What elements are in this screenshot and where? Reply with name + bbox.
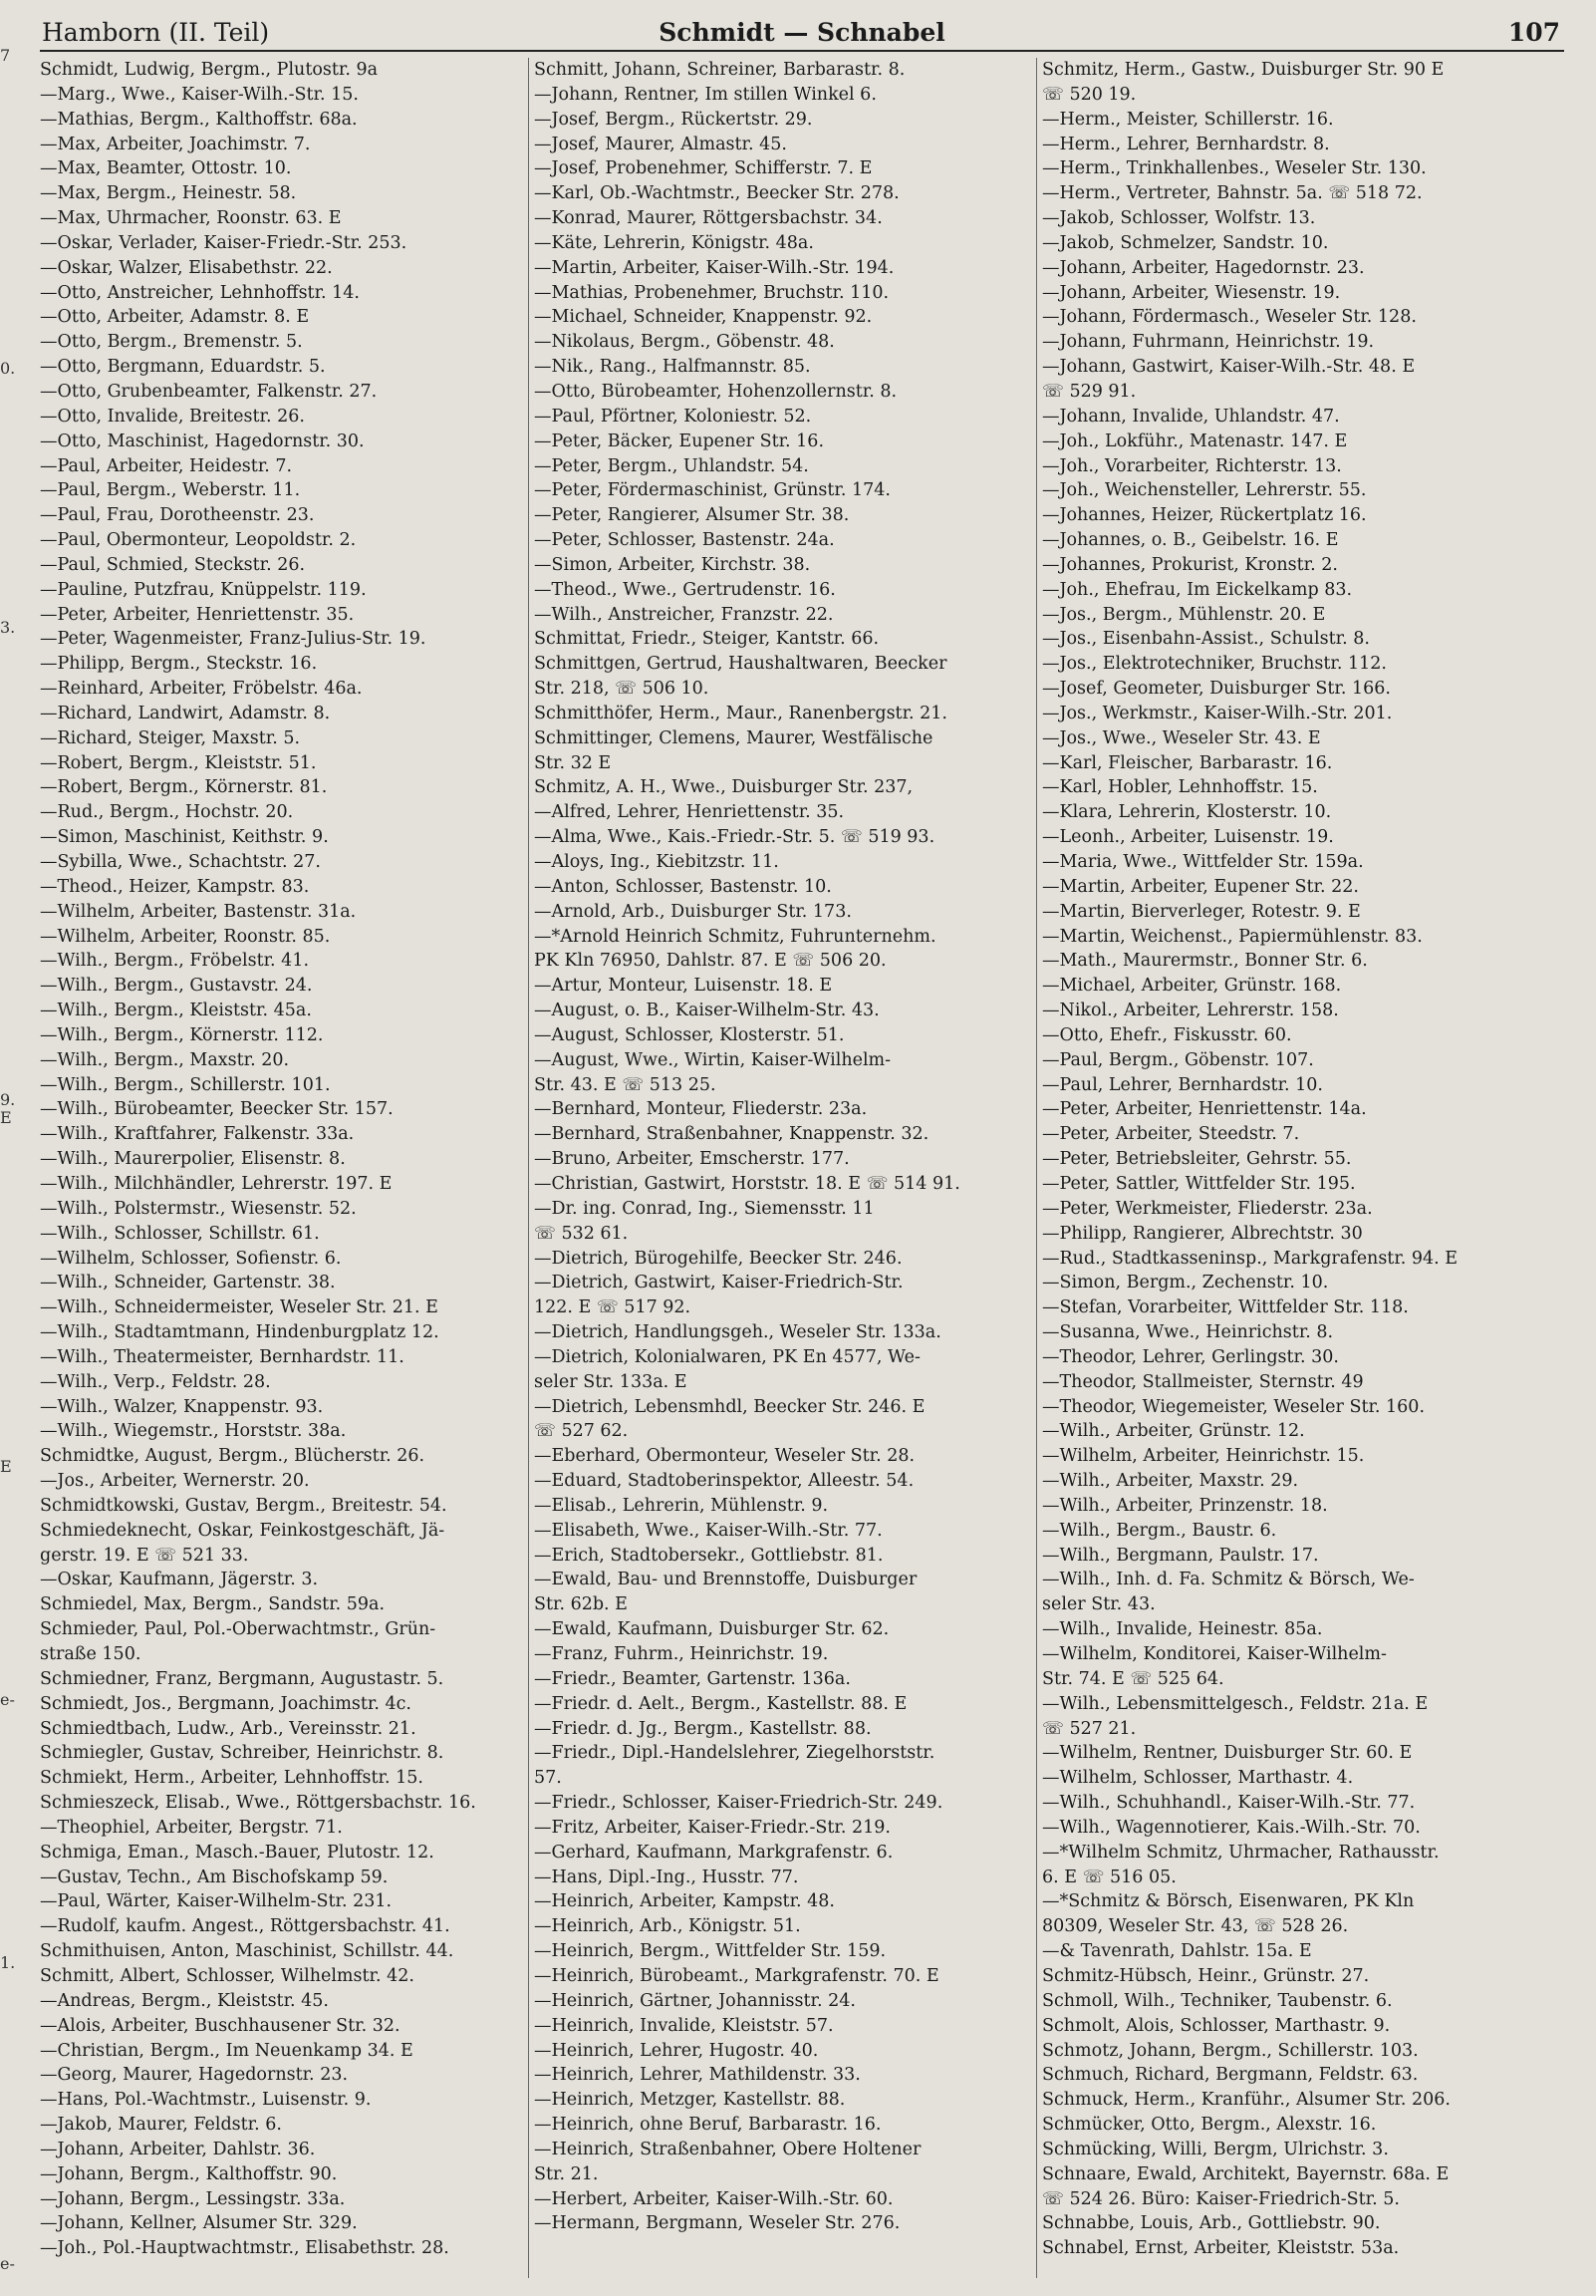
directory-entry: —Wilh., Bergm., Maxstr. 20. xyxy=(40,1049,290,1070)
directory-entry: Str. 62b. E xyxy=(534,1594,628,1615)
directory-entry: Schmuch, Richard, Bergmann, Feldstr. 63. xyxy=(1042,2065,1419,2086)
directory-entry: —Josef, Bergm., Rückertstr. 29. xyxy=(534,109,813,130)
directory-entry: —Heinrich, Metzger, Kastellstr. 88. xyxy=(534,2090,846,2111)
directory-entry: —Heinrich, Bergm., Wittfelder Str. 159. xyxy=(534,1941,887,1962)
directory-entry: Str. 32 E xyxy=(534,752,612,773)
directory-entry: —& Tavenrath, Dahlstr. 15a. E xyxy=(1042,1941,1312,1962)
directory-entry: —Otto, Maschinist, Hagedornstr. 30. xyxy=(40,430,365,451)
directory-entry: —Wilh., Bergmann, Paulstr. 17. xyxy=(1042,1545,1319,1566)
directory-entry: —Johann, Fördermasch., Weseler Str. 128. xyxy=(1042,307,1417,328)
directory-entry: —Wilh., Bergm., Gustavstr. 24. xyxy=(40,976,313,997)
directory-entry: —Heinrich, Arb., Königstr. 51. xyxy=(534,1916,801,1937)
directory-entry: —Jos., Arbeiter, Wernerstr. 20. xyxy=(40,1471,310,1492)
directory-entry: —Gerhard, Kaufmann, Markgrafenstr. 6. xyxy=(534,1842,894,1863)
directory-entry: —Johann, Arbeiter, Dahlstr. 36. xyxy=(40,2139,316,2159)
directory-entry: Schmolt, Alois, Schlosser, Marthastr. 9. xyxy=(1042,2015,1391,2036)
directory-entry: —Herm., Trinkhallenbes., Weseler Str. 130. xyxy=(1042,158,1427,179)
directory-entry: Str. 43. E ☏ 513 25. xyxy=(534,1074,716,1095)
header-name-range: Schmidt — Schnabel xyxy=(659,18,945,47)
directory-entry: Schmiedeknecht, Oskar, Feinkostgeschäft, Jä- xyxy=(40,1520,445,1541)
directory-entry: Schnaare, Ewald, Architekt, Bayernstr. 68a. E xyxy=(1042,2163,1450,2184)
directory-entry: Schmittat, Friedr., Steiger, Kantstr. 66. xyxy=(534,629,880,650)
directory-entry: —Johannes, o. B., Geibelstr. 16. E xyxy=(1042,530,1339,551)
directory-entry: —Erich, Stadtobersekr., Gottliebstr. 81. xyxy=(534,1545,884,1566)
directory-entry: Schmiekt, Herm., Arbeiter, Lehnhoffstr. 15. xyxy=(40,1768,423,1789)
directory-entry: Schmuck, Herm., Kranführ., Alsumer Str. 206. xyxy=(1042,2090,1451,2111)
directory-entry: —Herm., Vertreter, Bahnstr. 5a. ☏ 518 72. xyxy=(1042,183,1423,204)
directory-entry: —Anton, Schlosser, Bastenstr. 10. xyxy=(534,876,832,897)
directory-entry: —Wilhelm, Schlosser, Sofienstr. 6. xyxy=(40,1248,342,1269)
directory-entry: —Dietrich, Lebensmhdl, Beecker Str. 246. E xyxy=(534,1396,926,1417)
directory-entry: Schmiedtbach, Ludw., Arb., Vereinsstr. 21. xyxy=(40,1718,416,1739)
directory-entry: —Konrad, Maurer, Röttgersbachstr. 34. xyxy=(534,208,883,229)
directory-entry: —Wilhelm, Rentner, Duisburger Str. 60. E xyxy=(1042,1743,1413,1764)
directory-entry: ☏ 527 62. xyxy=(534,1421,629,1442)
directory-entry: —Paul, Arbeiter, Heidestr. 7. xyxy=(40,455,293,476)
directory-entry: —Heinrich, Invalide, Kleiststr. 57. xyxy=(534,2015,834,2036)
directory-entry: Schmidtke, August, Bergm., Blücherstr. 26. xyxy=(40,1446,425,1467)
directory-entry: —Johannes, Heizer, Rückertplatz 16. xyxy=(1042,505,1367,526)
directory-entry: —Peter, Arbeiter, Henriettenstr. 35. xyxy=(40,604,355,625)
directory-entry: —Jos., Elektrotechniker, Bruchstr. 112. xyxy=(1042,654,1387,675)
directory-entry: —Herm., Meister, Schillerstr. 16. xyxy=(1042,109,1334,130)
directory-entry: —Peter, Rangierer, Alsumer Str. 38. xyxy=(534,505,850,526)
directory-entry: —Peter, Betriebsleiter, Gehrstr. 55. xyxy=(1042,1149,1352,1170)
directory-entry: —Heinrich, Gärtner, Johannisstr. 24. xyxy=(534,1990,856,2011)
directory-entry: —Wilh., Walzer, Knappenstr. 93. xyxy=(40,1396,324,1417)
directory-entry: —Oskar, Walzer, Elisabethstr. 22. xyxy=(40,257,333,278)
directory-entry: —Elisabeth, Wwe., Kaiser-Wilh.-Str. 77. xyxy=(534,1520,883,1541)
margin-mark: 0. xyxy=(0,359,16,378)
directory-entry: —Peter, Werkmeister, Fliederstr. 23a. xyxy=(1042,1198,1373,1219)
page-number: 107 xyxy=(1507,18,1560,47)
directory-entry: —August, o. B., Kaiser-Wilhelm-Str. 43. xyxy=(534,1001,880,1021)
directory-entry: —Oskar, Verlader, Kaiser-Friedr.-Str. 253. xyxy=(40,232,407,253)
directory-entry: —Philipp, Bergm., Steckstr. 16. xyxy=(40,654,318,675)
directory-entry: —Wilh., Theatermeister, Bernhardstr. 11. xyxy=(40,1346,404,1367)
directory-entry: Schmittgen, Gertrud, Haushaltwaren, Beecker xyxy=(534,654,947,675)
directory-entry: —Peter, Arbeiter, Steedstr. 7. xyxy=(1042,1124,1300,1145)
directory-entry: —Friedr., Schlosser, Kaiser-Friedrich-Str. 249. xyxy=(534,1793,943,1814)
directory-entry: 122. E ☏ 517 92. xyxy=(534,1297,691,1318)
directory-entry: —Herbert, Arbeiter, Kaiser-Wilh.-Str. 60. xyxy=(534,2188,894,2209)
directory-entry: —Johannes, Prokurist, Kronstr. 2. xyxy=(1042,554,1338,575)
directory-entry: —Otto, Bürobeamter, Hohenzollernstr. 8. xyxy=(534,381,898,402)
directory-entry: —Maria, Wwe., Wittfelder Str. 159a. xyxy=(1042,852,1364,872)
directory-entry: Schmitz, Herm., Gastw., Duisburger Str. 90 E xyxy=(1042,60,1445,80)
directory-entry: —Martin, Arbeiter, Kaiser-Wilh.-Str. 194. xyxy=(534,257,895,278)
directory-entry: —Herm., Lehrer, Bernhardstr. 8. xyxy=(1042,134,1330,154)
directory-entry: —Rud., Bergm., Hochstr. 20. xyxy=(40,802,294,823)
directory-entry: —Martin, Bierverleger, Rotestr. 9. E xyxy=(1042,901,1361,922)
directory-entry: —Paul, Pförtner, Koloniestr. 52. xyxy=(534,406,812,427)
directory-entry: —Heinrich, Arbeiter, Kampstr. 48. xyxy=(534,1891,835,1912)
directory-entry: —Josef, Geometer, Duisburger Str. 166. xyxy=(1042,679,1391,700)
directory-entry: —Franz, Fuhrm., Heinrichstr. 19. xyxy=(534,1644,829,1664)
directory-entry: —Peter, Bäcker, Eupener Str. 16. xyxy=(534,430,825,451)
directory-entry: —Wilhelm, Arbeiter, Roonstr. 85. xyxy=(40,926,331,947)
directory-entry: —Otto, Ehefr., Fiskusstr. 60. xyxy=(1042,1024,1292,1045)
directory-entry: —Marg., Wwe., Kaiser-Wilh.-Str. 15. xyxy=(40,84,359,105)
margin-mark: E xyxy=(0,1108,12,1127)
directory-entry: —Jakob, Schmelzer, Sandstr. 10. xyxy=(1042,232,1329,253)
directory-column-3 xyxy=(1042,58,1586,2261)
directory-entry: Schnabbe, Louis, Arb., Gottliebstr. 90. xyxy=(1042,2213,1381,2234)
directory-entry: —Fritz, Arbeiter, Kaiser-Friedr.-Str. 219. xyxy=(534,1817,891,1838)
directory-entry: —Wilh., Bürobeamter, Beecker Str. 157. xyxy=(40,1099,394,1120)
directory-entry: —Gustav, Techn., Am Bischofskamp 59. xyxy=(40,1866,389,1887)
directory-entry: —Wilh., Bergm., Fröbelstr. 41. xyxy=(40,951,310,972)
directory-entry: Schmiegler, Gustav, Schreiber, Heinrichstr. 8. xyxy=(40,1743,444,1764)
directory-entry: —Bernhard, Straßenbahner, Knappenstr. 32. xyxy=(534,1124,930,1145)
directory-entry: —Jakob, Maurer, Feldstr. 6. xyxy=(40,2115,282,2136)
directory-entry: —Rudolf, kaufm. Angest., Röttgersbachstr. 41. xyxy=(40,1916,450,1937)
column-divider xyxy=(528,58,529,2278)
directory-entry: —Wilh., Schneider, Gartenstr. 38. xyxy=(40,1273,336,1293)
directory-entry: —Pauline, Putzfrau, Knüppelstr. 119. xyxy=(40,579,367,600)
directory-entry: —Wilh., Anstreicher, Franzstr. 22. xyxy=(534,604,834,625)
directory-entry: —Wilh., Maurerpolier, Elisenstr. 8. xyxy=(40,1149,346,1170)
directory-entry: —Wilh., Bergm., Kleiststr. 45a. xyxy=(40,1001,312,1021)
directory-entry: —Peter, Bergm., Uhlandstr. 54. xyxy=(534,455,809,476)
directory-entry: —Joh., Weichensteller, Lehrerstr. 55. xyxy=(1042,480,1367,501)
directory-entry: —Christian, Gastwirt, Horststr. 18. E ☏ 514 91. xyxy=(534,1173,960,1194)
directory-entry: —Robert, Bergm., Körnerstr. 81. xyxy=(40,777,328,798)
directory-entry: —Johann, Bergm., Kalthoffstr. 90. xyxy=(40,2163,338,2184)
directory-entry: —Georg, Maurer, Hagedornstr. 23. xyxy=(40,2065,349,2086)
directory-entry: —Leonh., Arbeiter, Luisenstr. 19. xyxy=(1042,827,1334,848)
directory-entry: —Max, Beamter, Ottostr. 10. xyxy=(40,158,292,179)
directory-entry: Schmidt, Ludwig, Bergm., Plutostr. 9a xyxy=(40,60,379,80)
directory-entry: Schmitz-Hübsch, Heinr., Grünstr. 27. xyxy=(1042,1965,1370,1986)
directory-entry: —Wilh., Kraftfahrer, Falkenstr. 33a. xyxy=(40,1124,355,1145)
directory-entry: —Richard, Steiger, Maxstr. 5. xyxy=(40,727,301,748)
directory-entry: —Wilh., Schlosser, Schillstr. 61. xyxy=(40,1223,320,1244)
directory-entry: —Ewald, Kaufmann, Duisburger Str. 62. xyxy=(534,1619,890,1640)
directory-entry: seler Str. 43. xyxy=(1042,1594,1156,1615)
directory-entry: Schmieszeck, Elisab., Wwe., Röttgersbachstr. 16. xyxy=(40,1793,476,1814)
directory-column-2 xyxy=(534,58,1038,2236)
directory-entry: —Wilhelm, Konditorei, Kaiser-Wilhelm- xyxy=(1042,1644,1387,1664)
directory-entry: —Michael, Schneider, Knappenstr. 92. xyxy=(534,307,873,328)
directory-entry: —Wilh., Stadtamtmann, Hindenburgplatz 12. xyxy=(40,1322,439,1343)
directory-entry: —Friedr. d. Aelt., Bergm., Kastellstr. 88. E xyxy=(534,1693,908,1714)
directory-entry: Schnabel, Ernst, Arbeiter, Kleiststr. 53a. xyxy=(1042,2238,1400,2259)
directory-entry: —Jakob, Schlosser, Wolfstr. 13. xyxy=(1042,208,1316,229)
directory-entry: —Paul, Bergm., Weberstr. 11. xyxy=(40,480,301,501)
directory-entry: —Johann, Arbeiter, Hagedornstr. 23. xyxy=(1042,257,1365,278)
directory-entry: —Simon, Arbeiter, Kirchstr. 38. xyxy=(534,554,811,575)
directory-entry: —Hermann, Bergmann, Weseler Str. 276. xyxy=(534,2213,901,2234)
directory-entry: —Paul, Obermonteur, Leopoldstr. 2. xyxy=(40,530,357,551)
directory-entry: —Mathias, Bergm., Kalthoffstr. 68a. xyxy=(40,109,358,130)
directory-entry: —Karl, Hobler, Lehnhoffstr. 15. xyxy=(1042,777,1318,798)
directory-entry: —Dietrich, Kolonialwaren, PK En 4577, We- xyxy=(534,1346,921,1367)
directory-entry: —Heinrich, Lehrer, Hugostr. 40. xyxy=(534,2040,819,2061)
directory-entry: —Richard, Landwirt, Adamstr. 8. xyxy=(40,703,331,723)
directory-entry: —Otto, Grubenbeamter, Falkenstr. 27. xyxy=(40,381,378,402)
directory-entry: —Elisab., Lehrerin, Mühlenstr. 9. xyxy=(534,1495,829,1516)
directory-entry: —Wilhelm, Schlosser, Marthastr. 4. xyxy=(1042,1768,1354,1789)
directory-entry: —Wilh., Schuhhandl., Kaiser-Wilh.-Str. 77. xyxy=(1042,1793,1416,1814)
directory-entry: —Josef, Probenehmer, Schifferstr. 7. E xyxy=(534,158,873,179)
directory-entry: —Andreas, Bergm., Kleiststr. 45. xyxy=(40,1990,329,2011)
directory-entry: ☏ 529 91. xyxy=(1042,381,1137,402)
directory-entry: —Wilh., Milchhändler, Lehrerstr. 197. E xyxy=(40,1173,393,1194)
directory-entry: Schmücker, Otto, Bergm., Alexstr. 16. xyxy=(1042,2115,1377,2136)
directory-entry: Str. 74. E ☏ 525 64. xyxy=(1042,1668,1224,1689)
directory-entry: —*Schmitz & Börsch, Eisenwaren, PK Kln xyxy=(1042,1891,1415,1912)
directory-entry: —Wilh., Arbeiter, Prinzenstr. 18. xyxy=(1042,1495,1328,1516)
directory-entry: —Eduard, Stadtoberinspektor, Alleestr. 54. xyxy=(534,1471,915,1492)
directory-entry: —Mathias, Probenehmer, Bruchstr. 110. xyxy=(534,282,890,303)
margin-mark: 9. xyxy=(0,1090,16,1109)
directory-entry: —Nikol., Arbeiter, Lehrerstr. 158. xyxy=(1042,1001,1339,1021)
directory-entry: Str. 218, ☏ 506 10. xyxy=(534,679,709,700)
directory-entry: —Johann, Kellner, Alsumer Str. 329. xyxy=(40,2213,358,2234)
directory-entry: —Max, Uhrmacher, Roonstr. 63. E xyxy=(40,208,342,229)
directory-entry: —Wilh., Polstermstr., Wiesenstr. 52. xyxy=(40,1198,357,1219)
directory-entry: —Wilh., Arbeiter, Grünstr. 12. xyxy=(1042,1421,1305,1442)
directory-entry: Schmitz, A. H., Wwe., Duisburger Str. 237, xyxy=(534,777,914,798)
directory-entry: —Paul, Bergm., Göbenstr. 107. xyxy=(1042,1049,1314,1070)
directory-entry: —August, Wwe., Wirtin, Kaiser-Wilhelm- xyxy=(534,1049,892,1070)
directory-entry: —Paul, Wärter, Kaiser-Wilhelm-Str. 231. xyxy=(40,1891,393,1912)
directory-entry: —Oskar, Kaufmann, Jägerstr. 3. xyxy=(40,1570,319,1590)
directory-entry: ☏ 527 21. xyxy=(1042,1718,1137,1739)
directory-entry: —Jos., Eisenbahn-Assist., Schulstr. 8. xyxy=(1042,629,1370,650)
directory-entry: —Wilh., Wagennotierer, Kais.-Wilh.-Str. 70. xyxy=(1042,1817,1421,1838)
directory-entry: —Johann, Fuhrmann, Heinrichstr. 19. xyxy=(1042,332,1375,353)
header-section-title: Hamborn (II. Teil) xyxy=(42,18,270,47)
directory-entry: —Paul, Lehrer, Bernhardstr. 10. xyxy=(1042,1074,1323,1095)
directory-entry: Schmiedner, Franz, Bergmann, Augustastr. 5. xyxy=(40,1668,444,1689)
directory-entry: 6. E ☏ 516 05. xyxy=(1042,1866,1177,1887)
directory-entry: —Peter, Arbeiter, Henriettenstr. 14a. xyxy=(1042,1099,1367,1120)
directory-entry: —Dietrich, Bürogehilfe, Beecker Str. 246. xyxy=(534,1248,903,1269)
directory-entry: —Wilh., Schneidermeister, Weseler Str. 21. E xyxy=(40,1297,438,1318)
directory-entry: —Heinrich, Lehrer, Mathildenstr. 33. xyxy=(534,2065,861,2086)
directory-entry: —Simon, Bergm., Zechenstr. 10. xyxy=(1042,1273,1329,1293)
directory-entry: —Otto, Bergm., Bremenstr. 5. xyxy=(40,332,303,353)
directory-entry: —Theod., Heizer, Kampstr. 83. xyxy=(40,876,310,897)
directory-entry: —Martin, Weichenst., Papiermühlenstr. 83. xyxy=(1042,926,1423,947)
directory-entry: —Bernhard, Monteur, Fliederstr. 23a. xyxy=(534,1099,868,1120)
directory-entry: —Bruno, Arbeiter, Emscherstr. 177. xyxy=(534,1149,850,1170)
directory-entry: —Theodor, Stallmeister, Sternstr. 49 xyxy=(1042,1371,1364,1392)
directory-entry: —Christian, Bergm., Im Neuenkamp 34. E xyxy=(40,2040,413,2061)
directory-entry: —Peter, Wagenmeister, Franz-Julius-Str. 19. xyxy=(40,629,426,650)
directory-entry: —Karl, Ob.-Wachtmstr., Beecker Str. 278. xyxy=(534,183,900,204)
directory-entry: —Dietrich, Handlungsgeh., Weseler Str. 133a. xyxy=(534,1322,941,1343)
directory-entry: —Hans, Dipl.-Ing., Husstr. 77. xyxy=(534,1866,799,1887)
directory-entry: —Reinhard, Arbeiter, Fröbelstr. 46a. xyxy=(40,679,363,700)
directory-entry: —Paul, Schmied, Steckstr. 26. xyxy=(40,554,306,575)
directory-entry: —Math., Maurermstr., Bonner Str. 6. xyxy=(1042,951,1368,972)
directory-entry: —Martin, Arbeiter, Eupener Str. 22. xyxy=(1042,876,1359,897)
directory-entry: —Friedr., Dipl.-Handelslehrer, Ziegelhorststr. xyxy=(534,1743,935,1764)
directory-entry: —Heinrich, Straßenbahner, Obere Holtener xyxy=(534,2139,922,2159)
directory-entry: —Otto, Arbeiter, Adamstr. 8. E xyxy=(40,307,310,328)
directory-entry: —Alfred, Lehrer, Henriettenstr. 35. xyxy=(534,802,845,823)
directory-entry: 57. xyxy=(534,1768,562,1789)
directory-entry: Str. 21. xyxy=(534,2163,599,2184)
directory-entry: —Jos., Bergm., Mühlenstr. 20. E xyxy=(1042,604,1326,625)
directory-entry: —Theophiel, Arbeiter, Bergstr. 71. xyxy=(40,1817,343,1838)
directory-entry: —Nik., Rang., Halfmannstr. 85. xyxy=(534,357,811,378)
directory-entry: —Aloys, Ing., Kiebitzstr. 11. xyxy=(534,852,779,872)
directory-entry: —Joh., Vorarbeiter, Richterstr. 13. xyxy=(1042,455,1342,476)
directory-entry: —Johann, Bergm., Lessingstr. 33a. xyxy=(40,2188,346,2209)
directory-entry: PK Kln 76950, Dahlstr. 87. E ☏ 506 20. xyxy=(534,951,887,972)
directory-entry: —Wilhelm, Arbeiter, Heinrichstr. 15. xyxy=(1042,1446,1365,1467)
directory-entry: —Ewald, Bau- und Brennstoffe, Duisburger xyxy=(534,1570,918,1590)
directory-entry: —Wilh., Bergm., Körnerstr. 112. xyxy=(40,1024,324,1045)
directory-entry: Schmiedt, Jos., Bergmann, Joachimstr. 4c. xyxy=(40,1693,411,1714)
directory-entry: —Jos., Wwe., Weseler Str. 43. E xyxy=(1042,727,1321,748)
directory-entry: ☏ 524 26. Büro: Kaiser-Friedrich-Str. 5. xyxy=(1042,2188,1400,2209)
directory-entry: —Susanna, Wwe., Heinrichstr. 8. xyxy=(1042,1322,1334,1343)
directory-entry: Schmidtkowski, Gustav, Bergm., Breitestr. 54. xyxy=(40,1495,447,1516)
directory-entry: 80309, Weseler Str. 43, ☏ 528 26. xyxy=(1042,1916,1349,1937)
directory-entry: —Otto, Anstreicher, Lehnhoffstr. 14. xyxy=(40,282,360,303)
directory-entry: —Wilh., Arbeiter, Maxstr. 29. xyxy=(1042,1471,1299,1492)
directory-entry: —Peter, Sattler, Wittfelder Str. 195. xyxy=(1042,1173,1356,1194)
directory-entry: —Theod., Wwe., Gertrudenstr. 16. xyxy=(534,579,836,600)
directory-entry: —Wilh., Lebensmittelgesch., Feldstr. 21a. E xyxy=(1042,1693,1429,1714)
directory-entry: —Peter, Schlosser, Bastenstr. 24a. xyxy=(534,530,835,551)
directory-entry: —Johann, Arbeiter, Wiesenstr. 19. xyxy=(1042,282,1341,303)
directory-entry: —Joh., Pol.-Hauptwachtmstr., Elisabethstr. 28. xyxy=(40,2238,449,2259)
directory-entry: —Max, Bergm., Heinestr. 58. xyxy=(40,183,297,204)
directory-entry: —Johann, Gastwirt, Kaiser-Wilh.-Str. 48. E xyxy=(1042,357,1416,378)
margin-mark: 7 xyxy=(0,46,11,65)
directory-entry: —Käte, Lehrerin, Königstr. 48a. xyxy=(534,232,814,253)
directory-entry: —Wilh., Bergm., Baustr. 6. xyxy=(1042,1520,1277,1541)
directory-entry: —Dr. ing. Conrad, Ing., Siemensstr. 11 xyxy=(534,1198,875,1219)
directory-entry: Schmitthöfer, Herm., Maur., Ranenbergstr. 21. xyxy=(534,703,947,723)
margin-mark: e- xyxy=(0,2254,15,2273)
directory-entry: —Wilh., Bergm., Schillerstr. 101. xyxy=(40,1074,331,1095)
directory-entry: —Otto, Bergmann, Eduardstr. 5. xyxy=(40,357,326,378)
directory-entry: —Friedr., Beamter, Gartenstr. 136a. xyxy=(534,1668,851,1689)
directory-entry: —Philipp, Rangierer, Albrechtstr. 30 xyxy=(1042,1223,1363,1244)
directory-entry: —Michael, Arbeiter, Grünstr. 168. xyxy=(1042,976,1342,997)
margin-mark: 3. xyxy=(0,618,16,637)
directory-entry: —Friedr. d. Jg., Bergm., Kastellstr. 88. xyxy=(534,1718,872,1739)
directory-entry: —Johann, Invalide, Uhlandstr. 47. xyxy=(1042,406,1340,427)
directory-entry: Schmücking, Willi, Bergm, Ulrichstr. 3. xyxy=(1042,2139,1389,2159)
directory-column-1 xyxy=(40,58,524,2261)
directory-entry: Schmotz, Johann, Bergm., Schillerstr. 103. xyxy=(1042,2040,1419,2061)
directory-entry: —Robert, Bergm., Kleiststr. 51. xyxy=(40,752,317,773)
directory-entry: —Jos., Werkmstr., Kaiser-Wilh.-Str. 201. xyxy=(1042,703,1393,723)
directory-entry: —Alois, Arbeiter, Buschhausener Str. 32. xyxy=(40,2015,400,2036)
directory-entry: —Joh., Ehefrau, Im Eickelkamp 83. xyxy=(1042,579,1353,600)
directory-entry: —*Wilhelm Schmitz, Uhrmacher, Rathausstr. xyxy=(1042,1842,1440,1863)
directory-entry: Schmoll, Wilh., Techniker, Taubenstr. 6. xyxy=(1042,1990,1393,2011)
directory-entry: —Dietrich, Gastwirt, Kaiser-Friedrich-Str. xyxy=(534,1273,904,1293)
margin-mark: e- xyxy=(0,1690,15,1709)
directory-entry: —Johann, Rentner, Im stillen Winkel 6. xyxy=(534,84,877,105)
directory-entry: —Max, Arbeiter, Joachimstr. 7. xyxy=(40,134,311,154)
directory-entry: —Nikolaus, Bergm., Göbenstr. 48. xyxy=(534,332,835,353)
margin-mark: E xyxy=(0,1457,12,1476)
directory-entry: Schmiga, Eman., Masch.-Bauer, Plutostr. 12. xyxy=(40,1842,434,1863)
directory-entry: seler Str. 133a. E xyxy=(534,1371,687,1392)
directory-entry: —Joh., Lokführ., Matenastr. 147. E xyxy=(1042,430,1348,451)
directory-entry: —Theodor, Wiegemeister, Weseler Str. 160. xyxy=(1042,1396,1426,1417)
directory-entry: —Arnold, Arb., Duisburger Str. 173. xyxy=(534,901,852,922)
directory-entry: —Josef, Maurer, Almastr. 45. xyxy=(534,134,787,154)
directory-entry: —Eberhard, Obermonteur, Weseler Str. 28. xyxy=(534,1446,916,1467)
directory-entry: Schmittinger, Clemens, Maurer, Westfälische xyxy=(534,727,933,748)
directory-entry: —Stefan, Vorarbeiter, Wittfelder Str. 118. xyxy=(1042,1297,1409,1318)
directory-entry: Schmithuisen, Anton, Maschinist, Schillstr. 44. xyxy=(40,1941,454,1962)
directory-entry: —Heinrich, Bürobeamt., Markgrafenstr. 70. E xyxy=(534,1965,939,1986)
directory-entry: straße 150. xyxy=(40,1644,141,1664)
directory-entry: —Klara, Lehrerin, Klosterstr. 10. xyxy=(1042,802,1332,823)
directory-entry: —Hans, Pol.-Wachtmstr., Luisenstr. 9. xyxy=(40,2090,372,2111)
page-header xyxy=(40,10,1564,52)
directory-entry: ☏ 532 61. xyxy=(534,1223,629,1244)
directory-entry: —Otto, Invalide, Breitestr. 26. xyxy=(40,406,305,427)
directory-entry: —Paul, Frau, Dorotheenstr. 23. xyxy=(40,505,315,526)
directory-entry: ☏ 520 19. xyxy=(1042,84,1137,105)
directory-entry: Schmitt, Albert, Schlosser, Wilhelmstr. 42. xyxy=(40,1965,414,1986)
directory-entry: —Rud., Stadtkasseninsp., Markgrafenstr. 94. E xyxy=(1042,1248,1459,1269)
directory-entry: gerstr. 19. E ☏ 521 33. xyxy=(40,1545,249,1566)
margin-mark: 1. xyxy=(0,1953,16,1972)
directory-entry: —Sybilla, Wwe., Schachtstr. 27. xyxy=(40,852,321,872)
directory-entry: —August, Schlosser, Klosterstr. 51. xyxy=(534,1024,845,1045)
directory-entry: —Karl, Fleischer, Barbarastr. 16. xyxy=(1042,752,1333,773)
directory-entry: —Wilh., Wiegemstr., Horststr. 38a. xyxy=(40,1421,347,1442)
directory-entry: —*Arnold Heinrich Schmitz, Fuhrunternehm. xyxy=(534,926,936,947)
directory-entry: Schmiedel, Max, Bergm., Sandstr. 59a. xyxy=(40,1594,386,1615)
directory-entry: —Wilh., Invalide, Heinestr. 85a. xyxy=(1042,1619,1323,1640)
directory-entry: Schmitt, Johann, Schreiner, Barbarastr. 8. xyxy=(534,60,906,80)
directory-entry: —Wilhelm, Arbeiter, Bastenstr. 31a. xyxy=(40,901,357,922)
directory-entry: —Peter, Fördermaschinist, Grünstr. 174. xyxy=(534,480,891,501)
directory-entry: —Artur, Monteur, Luisenstr. 18. E xyxy=(534,976,833,997)
directory-entry: —Wilh., Inh. d. Fa. Schmitz & Börsch, We- xyxy=(1042,1570,1415,1590)
directory-entry: —Theodor, Lehrer, Gerlingstr. 30. xyxy=(1042,1346,1339,1367)
directory-entry: Schmieder, Paul, Pol.-Oberwachtmstr., Grün- xyxy=(40,1619,436,1640)
directory-entry: —Heinrich, ohne Beruf, Barbarastr. 16. xyxy=(534,2115,882,2136)
directory-entry: —Wilh., Verp., Feldstr. 28. xyxy=(40,1371,271,1392)
directory-entry: —Alma, Wwe., Kais.-Friedr.-Str. 5. ☏ 519 93. xyxy=(534,827,935,848)
directory-entry: —Simon, Maschinist, Keithstr. 9. xyxy=(40,827,329,848)
